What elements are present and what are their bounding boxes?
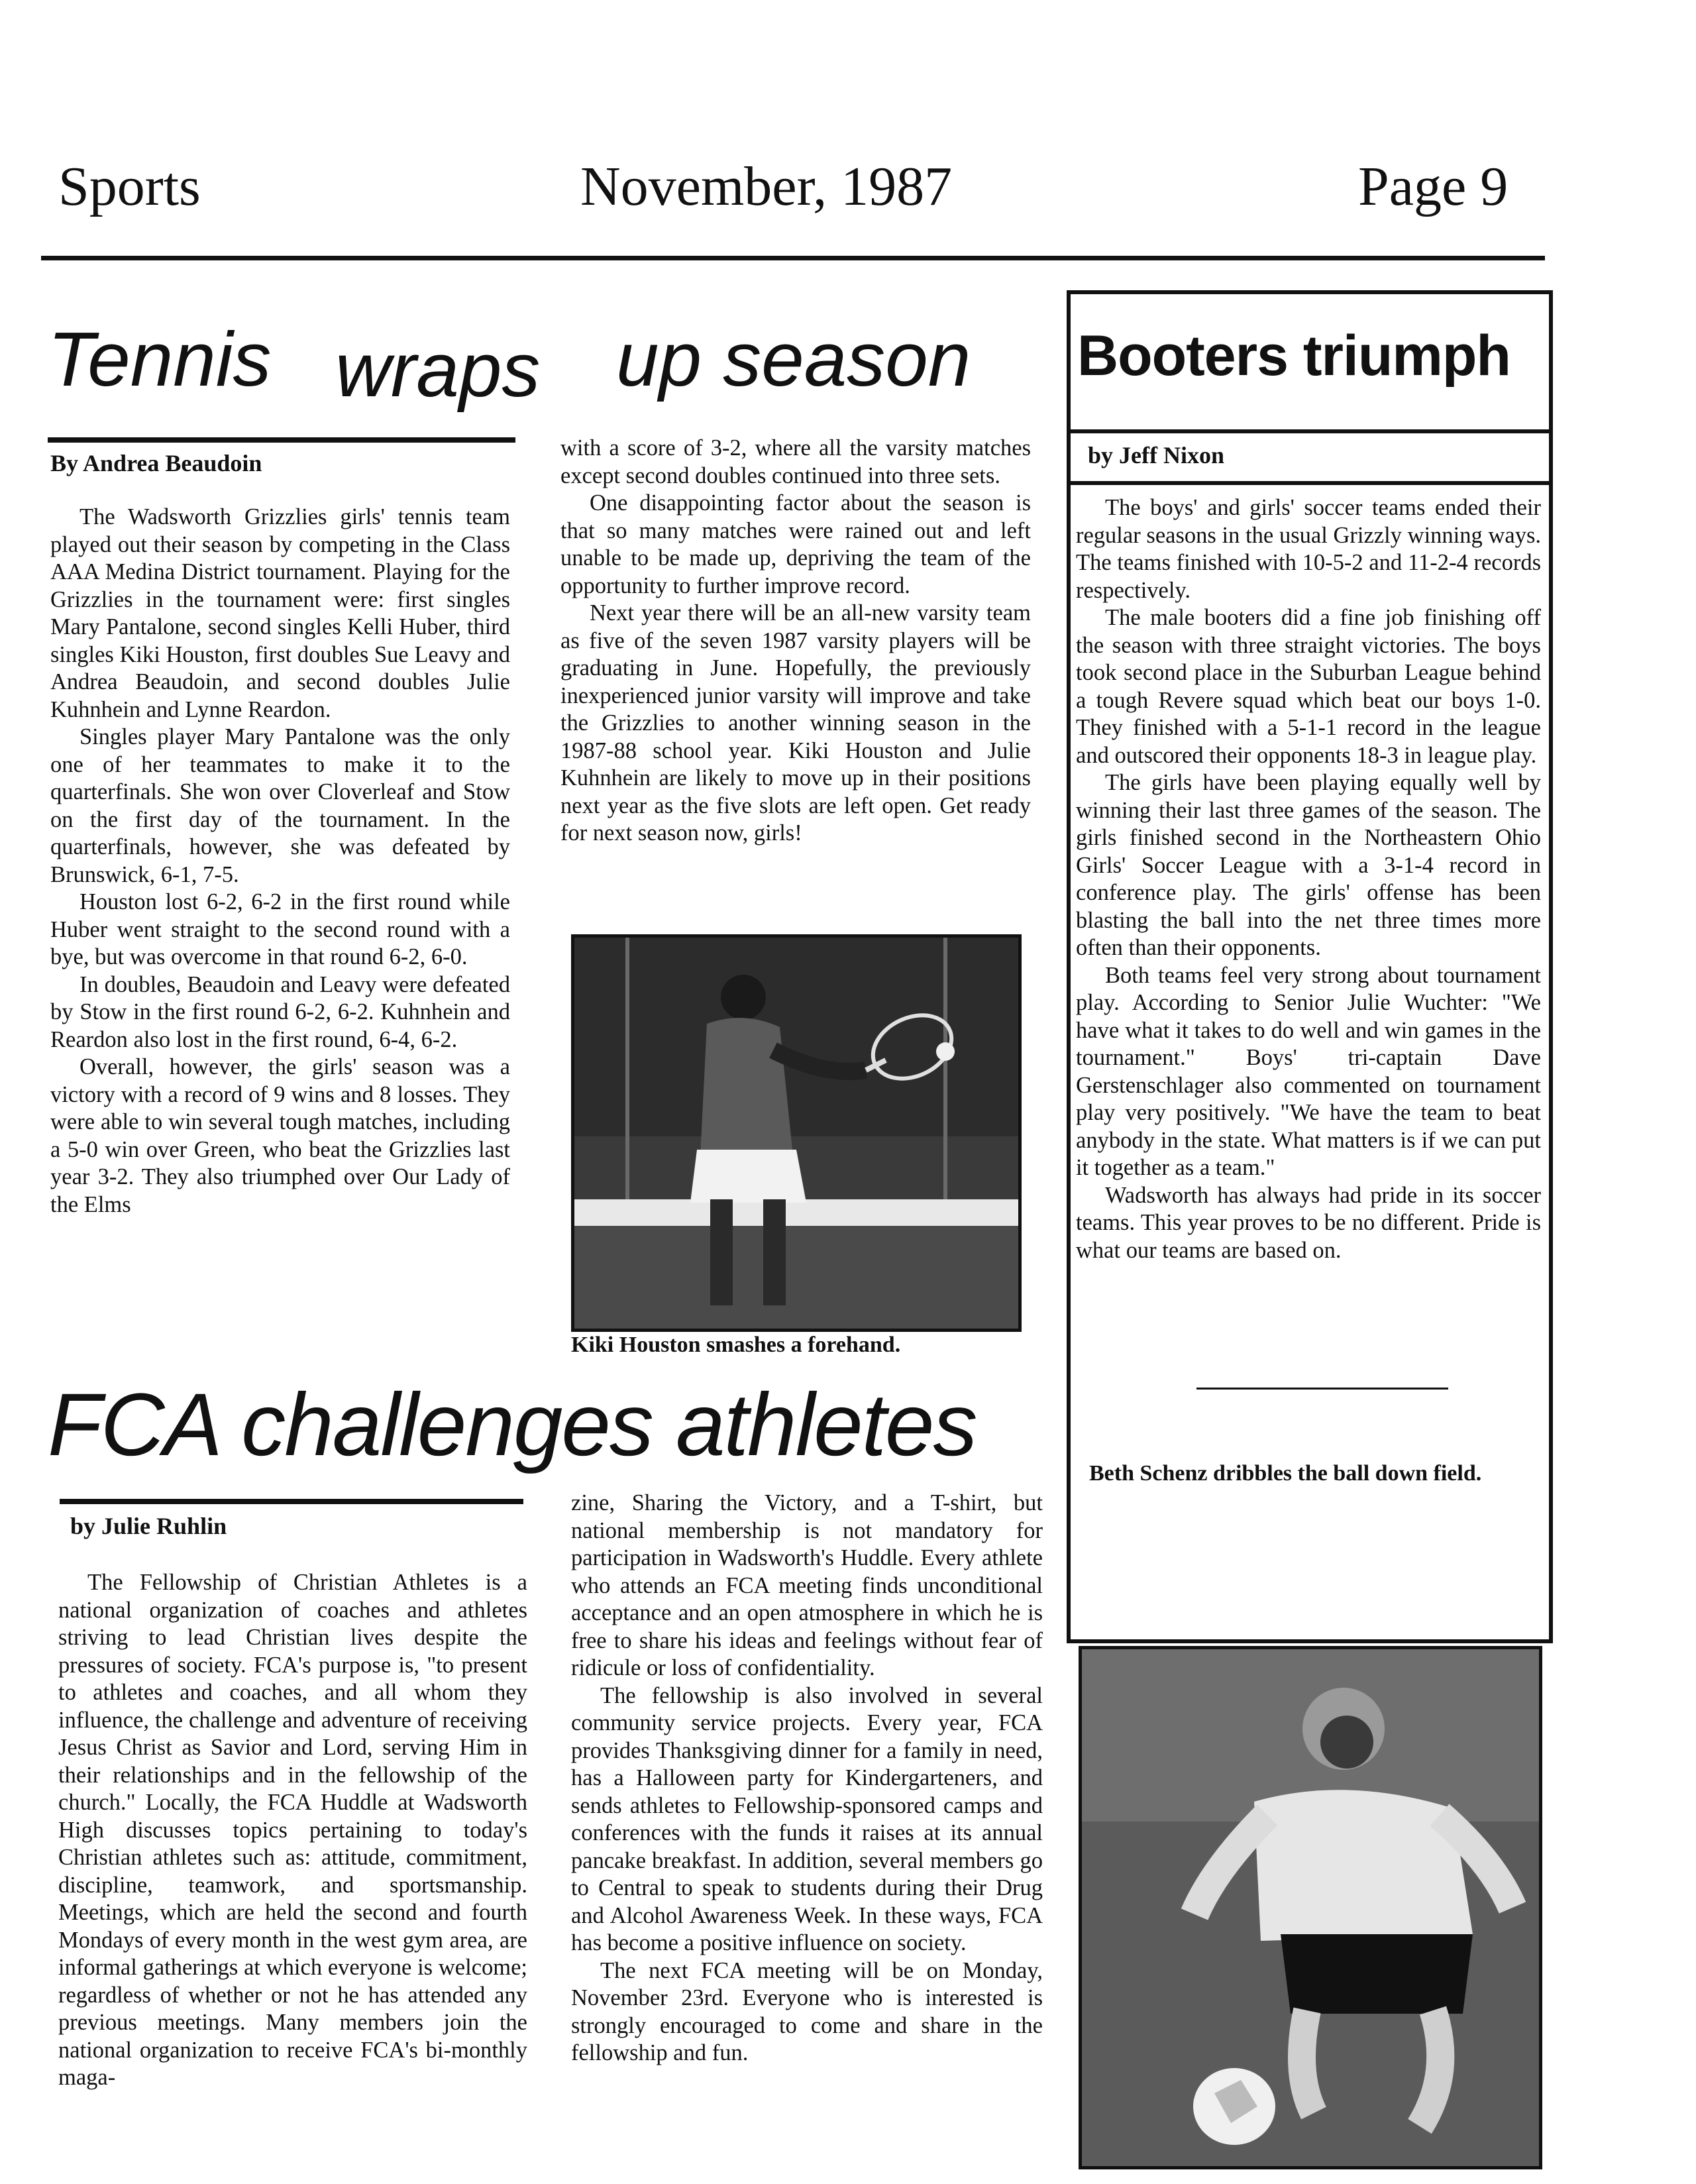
- booters-para-2: The male booters did a fine job finishing off the season with three straight victories. The boys took second place in the Suburban League behind a tough Revere squad which beat our boys 1-0. They finished with a 5-1-1 record in the league and outscored their opponents 18-3 in league play.: [1076, 605, 1541, 768]
- booters-byline: by Jeff Nixon: [1088, 442, 1224, 468]
- soccer-photo: [1079, 1646, 1542, 2169]
- tennis-headline-word-2: wraps: [335, 327, 541, 413]
- tennis-col1-para-4: In doubles, Beaudoin and Leavy were defeated by Stow in the first round 6-2, 6-2. Kuhnhein and Reardon also lost in the first round, 6-4, 6-2.: [50, 971, 510, 1052]
- tennis-col1-para-5: Overall, however, the girls' season was a victory with a record of 9 wins and 8 losses. They were able to win several tough matches, including a 5-0 win over Green, who beat the Grizzlies last year 3-2. They also triumphed over Our Lady of the Elms: [50, 1054, 510, 1217]
- fca-col2-para-1: The fellowship is also involved in several community service projects. Every year, FCA provides Thanksgiving dinner for a family in need, has a Halloween party for Kindergarteners, and sends athletes to Fellowship-sponsored camps and conferences with the funds it raises at its annual pancake breakfast. In addition, several members go to Central to speak to students during their Drug and Alcohol Awareness Week. In these ways, FCA has become a positive influence on society.: [571, 1682, 1043, 1955]
- tennis-col2-para-2: Next year there will be an all-new varsity team as five of the seven 1987 varsity players will be graduating in June. Hopefully, the previously inexperienced junior varsity will improve and take the Grizzlies to another winning season in the 1987-88 school year. Kiki Houston and Julie Kuhnhein are likely to move up in their positions next year as the five slots are left open. Get ready for next season now, girls!: [560, 600, 1031, 846]
- booters-divider: [1196, 1388, 1448, 1390]
- tennis-col2-continued: with a score of 3-2, where all the varsity matches except second doubles continued into three sets.: [560, 435, 1031, 488]
- tennis-headline-word-3: up season: [616, 316, 971, 402]
- booters-headline: Booters triumph: [1077, 324, 1510, 388]
- booters-para-1: The boys' and girls' soccer teams ended their regular seasons in the usual Grizzly winning ways. The teams finished with 10-5-2 and 11-2-4 records respectively.: [1076, 495, 1541, 603]
- fca-byline: by Julie Ruhlin: [70, 1513, 227, 1539]
- booters-sidebar: [1067, 290, 1553, 1643]
- tennis-player-illustration: [574, 938, 1018, 1329]
- tennis-headline-word-1: Tennis: [48, 316, 272, 402]
- fca-col1-para-1: The Fellowship of Christian Athletes is a national organization of coaches and athletes striving to lead Christian lives despite the pressures of society. FCA's purpose is, "to present to athletes and coaches, and all whom they influence, the challenge and adventure of receiving Jesus Christ as Savior and Lord, serving Him in their relationships and in the fellowship of the church." Locally, the FCA Huddle at Wadsworth High discusses topics pertaining to today's Christian athletes such as: attitude, commitment, discipline, teamwork, and sportsmanship. Meetings, which are held the second and fourth Mondays of every month in the west gym area, are informal gatherings at which everyone is welcome; regardless of whether or not he has attended any previous meetings. Many members join the national organization to receive FCA's bi-monthly maga-: [58, 1570, 527, 2090]
- fca-byline-rule: [60, 1499, 523, 1504]
- page-number: Page 9: [1358, 156, 1509, 217]
- tennis-byline: By Andrea Beaudoin: [50, 450, 262, 476]
- tennis-col2-para-1: One disappointing factor about the season is that so many matches were rained out and left unable to be made up, depriving the team of the opportunity to further improve record.: [560, 490, 1031, 598]
- tennis-col1-para-2: Singles player Mary Pantalone was the only one of her teammates to make it to the quarterfinals. She won over Cloverleaf and Stow on the first day of the tournament. In the quarterfinals, however, she was defeated by Brunswick, 6-1, 7-5.: [50, 724, 510, 887]
- section-label: Sports: [58, 156, 201, 217]
- booters-body: [1076, 494, 1541, 1264]
- tennis-col1-para-3: Houston lost 6-2, 6-2 in the first round while Huber went straight to the second round with a bye, but was overcome in that round 6-2, 6-0.: [50, 889, 510, 969]
- masthead-rule: [41, 256, 1545, 260]
- soccer-player-illustration: [1082, 1649, 1539, 2166]
- tennis-column-2: [560, 435, 1031, 847]
- tennis-photo: [571, 934, 1022, 1332]
- tennis-col1-para-1: The Wadsworth Grizzlies girls' tennis team played out their season by competing in the Class AAA Medina District tournament. Playing for the Grizzlies in the tournament were: first singles Mary Pantalone, second singles Kelli Huber, third singles Kiki Houston, first doubles Sue Leavy and Andrea Beaudoin, and second doubles Julie Kuhnhein and Lynne Reardon.: [50, 504, 510, 722]
- booters-para-4: Both teams feel very strong about tournament play. According to Senior Julie Wuchter: "We have what it takes to do well and win games in the tournament." Boys' tri-captain Dave Gerstenschlager also commented on tournament play very positively. "We have the team to beat anybody in the state. What matters is if we can put it together as a team.": [1076, 962, 1541, 1180]
- fca-column-1: [58, 1569, 527, 2092]
- fca-col2-para-2: The next FCA meeting will be on Monday, November 23rd. Everyone who is interested is strongly encouraged to come and share in the fellowship and fun.: [571, 1957, 1043, 2065]
- booters-para-3: The girls have been playing equally well by winning their last three games of the season. The girls finished second in the Northeastern Ohio Girls' Soccer League with a 3-1-4 record in conference play. The girls' offense has been blasting the ball into the net three times more often than their opponents.: [1076, 770, 1541, 960]
- booters-headline-rule: [1071, 429, 1549, 433]
- tennis-photo-caption: Kiki Houston smashes a forehand.: [571, 1333, 901, 1357]
- tennis-byline-rule: [48, 437, 515, 443]
- fca-col2-continued: zine, Sharing the Victory, and a T-shirt, but national membership is not mandatory for participation in Wadsworth's Huddle. Every athlete who attends an FCA meeting finds unconditional acceptance and an open atmosphere in which he is free to share his ideas and feelings without fear of ridicule or loss of confidentiality.: [571, 1490, 1043, 1680]
- tennis-column-1: [50, 504, 510, 1219]
- issue-date: November, 1987: [580, 156, 953, 217]
- fca-headline: FCA challenges athletes: [48, 1376, 977, 1474]
- fca-column-2: [571, 1490, 1043, 2067]
- booters-byline-rule: [1071, 481, 1549, 485]
- booters-para-5: Wadsworth has always had pride in its soccer teams. This year proves to be no different. Pride is what our teams are based on.: [1076, 1182, 1541, 1263]
- booters-photo-caption: Beth Schenz dribbles the ball down field.: [1089, 1461, 1482, 1486]
